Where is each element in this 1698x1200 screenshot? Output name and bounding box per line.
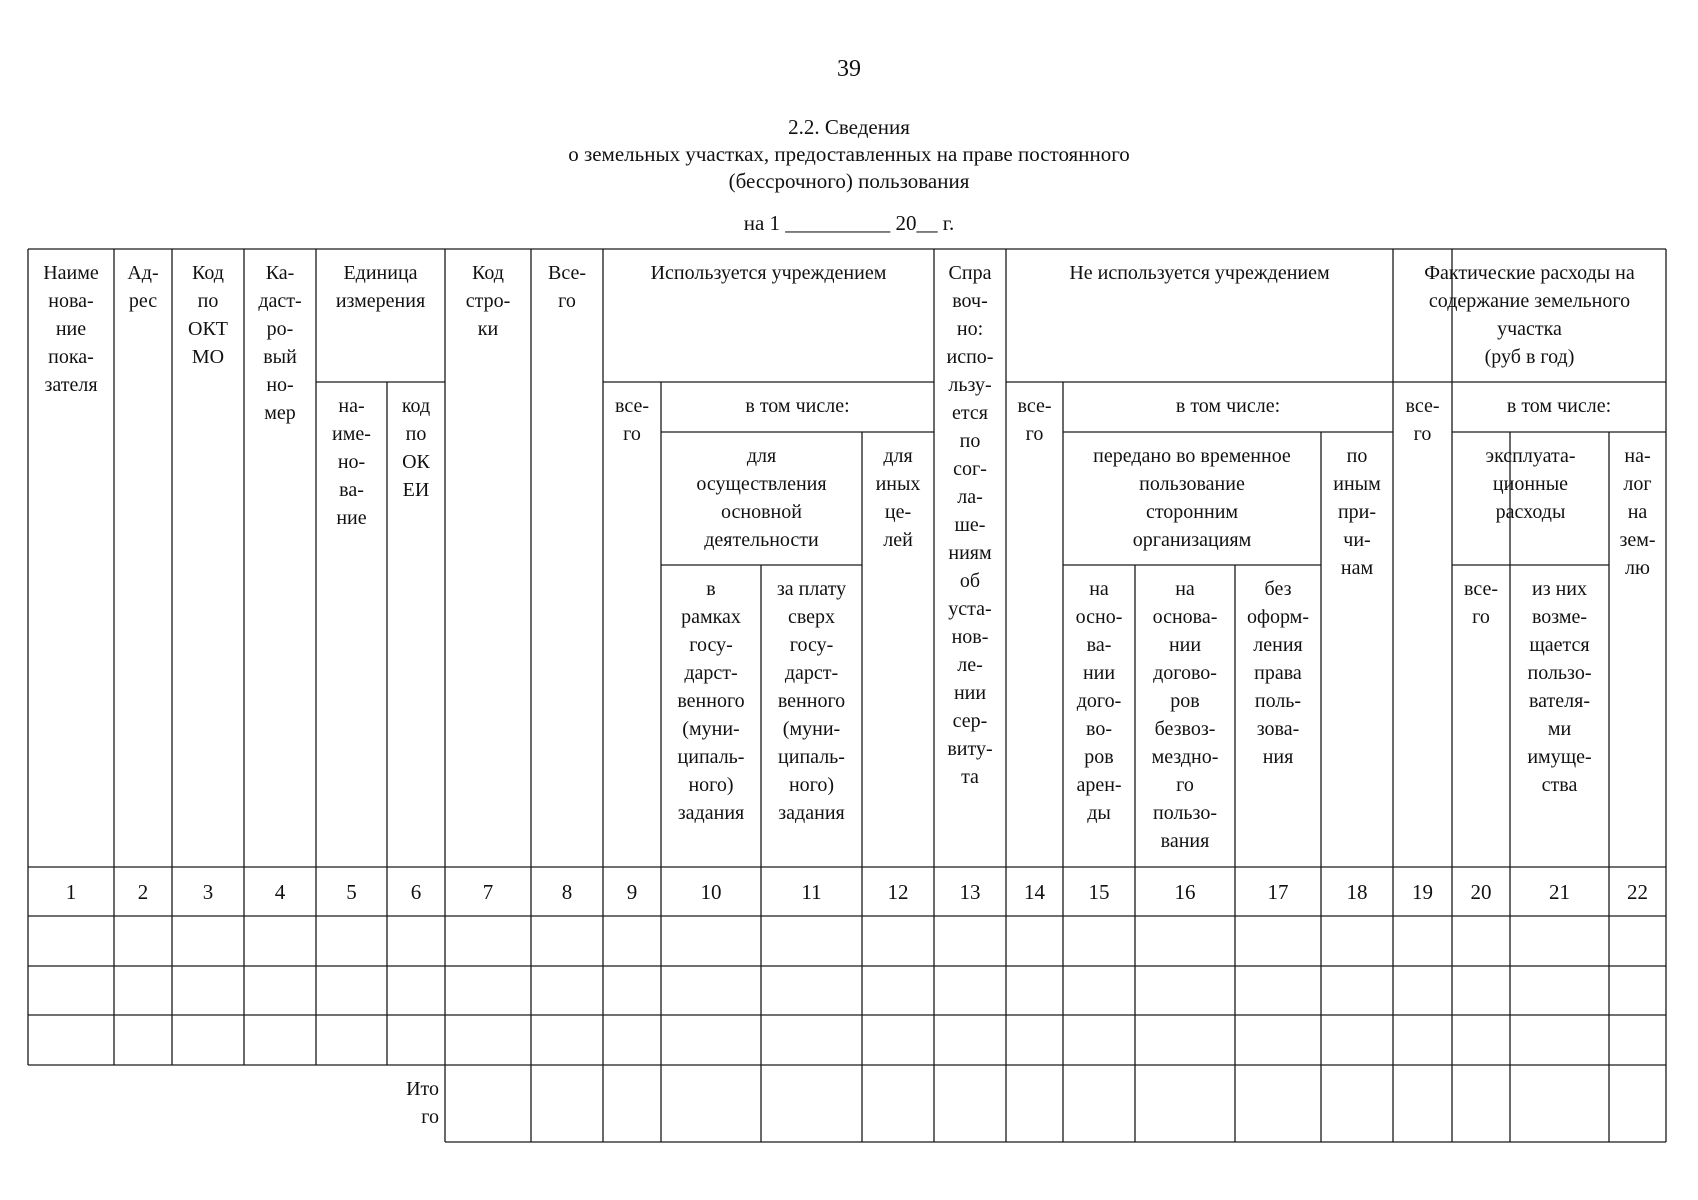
column-number-4: 4: [274, 880, 286, 904]
header-unit-name: на- име- но- ва- ние: [332, 395, 371, 529]
header-paid-above-assignment: за плату сверх госу- дарст- венного (муни- ципаль- ного) задания: [776, 578, 847, 824]
header-used-group: Используется учреждением: [650, 262, 887, 284]
form-subtitle-line-1: о земельных участках, предоставленных на праве постоянного: [568, 142, 1130, 166]
header-other-reasons: по иным при- чи- нам: [1333, 445, 1381, 579]
header-other-purposes: для иных це- лей: [875, 445, 921, 551]
header-servitude-reference: Спра воч- но: испо- льзу- ется по сог- ла- ше- ниям об уста- нов- ле- нии сер- виту- та: [946, 262, 994, 788]
column-number-18: 18: [1346, 880, 1368, 904]
column-number-19: 19: [1412, 880, 1433, 904]
column-number-8: 8: [561, 880, 573, 904]
header-lease-agreements: на осно- ва- нии дого- во- ров арен- ды: [1075, 578, 1123, 824]
page-number: 39: [837, 56, 861, 82]
column-number-17: 17: [1267, 880, 1289, 904]
column-number-2: 2: [137, 880, 149, 904]
column-number-15: 15: [1088, 880, 1110, 904]
header-expenses-including: в том числе:: [1506, 395, 1612, 417]
form-subtitle-line-2: (бессрочного) пользования: [728, 169, 970, 193]
header-state-assignment: в рамках госу- дарст- венного (муни- ципаль- ного) задания: [677, 578, 745, 824]
column-number-6: 6: [410, 880, 422, 904]
column-number-16: 16: [1174, 880, 1196, 904]
total-row-label: Ито го: [406, 1078, 439, 1128]
column-number-9: 9: [626, 880, 638, 904]
header-operating-total: все- го: [1464, 578, 1498, 628]
header-indicator-name: Наиме нова- ние пока- зателя: [43, 262, 99, 396]
column-number-11: 11: [801, 880, 822, 904]
column-number-7: 7: [482, 880, 494, 904]
column-number-1: 1: [65, 880, 77, 904]
header-notused-group: Не используется учреждением: [1069, 262, 1330, 284]
header-land-tax: на- лог на зем- лю: [1619, 445, 1656, 579]
header-notused-including: в том числе:: [1175, 395, 1281, 417]
report-date-line: на 1 __________ 20__ г.: [743, 211, 955, 235]
header-notused-total: все- го: [1017, 395, 1052, 445]
header-okei-code: код по ОК ЕИ: [401, 395, 431, 501]
column-number-3: 3: [202, 880, 214, 904]
header-address: Ад- рес: [127, 262, 159, 312]
column-number-10: 10: [700, 880, 722, 904]
header-temporary-use: передано во временное пользование сторонним организациям: [1093, 445, 1291, 551]
header-without-right-registration: без оформ- ления права поль- зова- ния: [1247, 578, 1309, 768]
header-unit-group: Единица измерения: [335, 262, 426, 312]
column-number-12: 12: [887, 880, 909, 904]
column-number-14: 14: [1024, 880, 1045, 904]
header-reimbursed-by-users: из них возме- щается пользо- вателя- ми имуще- ства: [1527, 578, 1592, 796]
header-oktmo-code: Код по ОКТ МО: [188, 262, 228, 368]
form-title: 2.2. Сведения: [788, 115, 910, 139]
column-number-5: 5: [346, 880, 357, 904]
header-total: Все- го: [548, 262, 586, 312]
column-number-13: 13: [959, 880, 981, 904]
header-row-code: Код стро- ки: [465, 262, 511, 340]
header-expenses-total: все- го: [1405, 395, 1440, 445]
header-used-including: в том числе:: [745, 395, 850, 417]
header-operating-expenses: эксплуата- ционные расходы: [1485, 445, 1576, 523]
column-number-22: 22: [1627, 880, 1648, 904]
header-expenses-group: Фактические расходы на содержание земельного участка (руб в год): [1424, 262, 1635, 368]
header-free-use-agreements: на основа- нии догово- ров безвоз- мездно- го пользо- вания: [1151, 578, 1219, 852]
header-used-total: все- го: [615, 395, 649, 445]
column-number-20: 20: [1470, 880, 1492, 904]
header-cadastral-number: Ка- даст- ро- вый но- мер: [258, 262, 302, 424]
header-main-activity: для осуществления основной деятельности: [696, 445, 827, 551]
column-number-21: 21: [1549, 880, 1570, 904]
